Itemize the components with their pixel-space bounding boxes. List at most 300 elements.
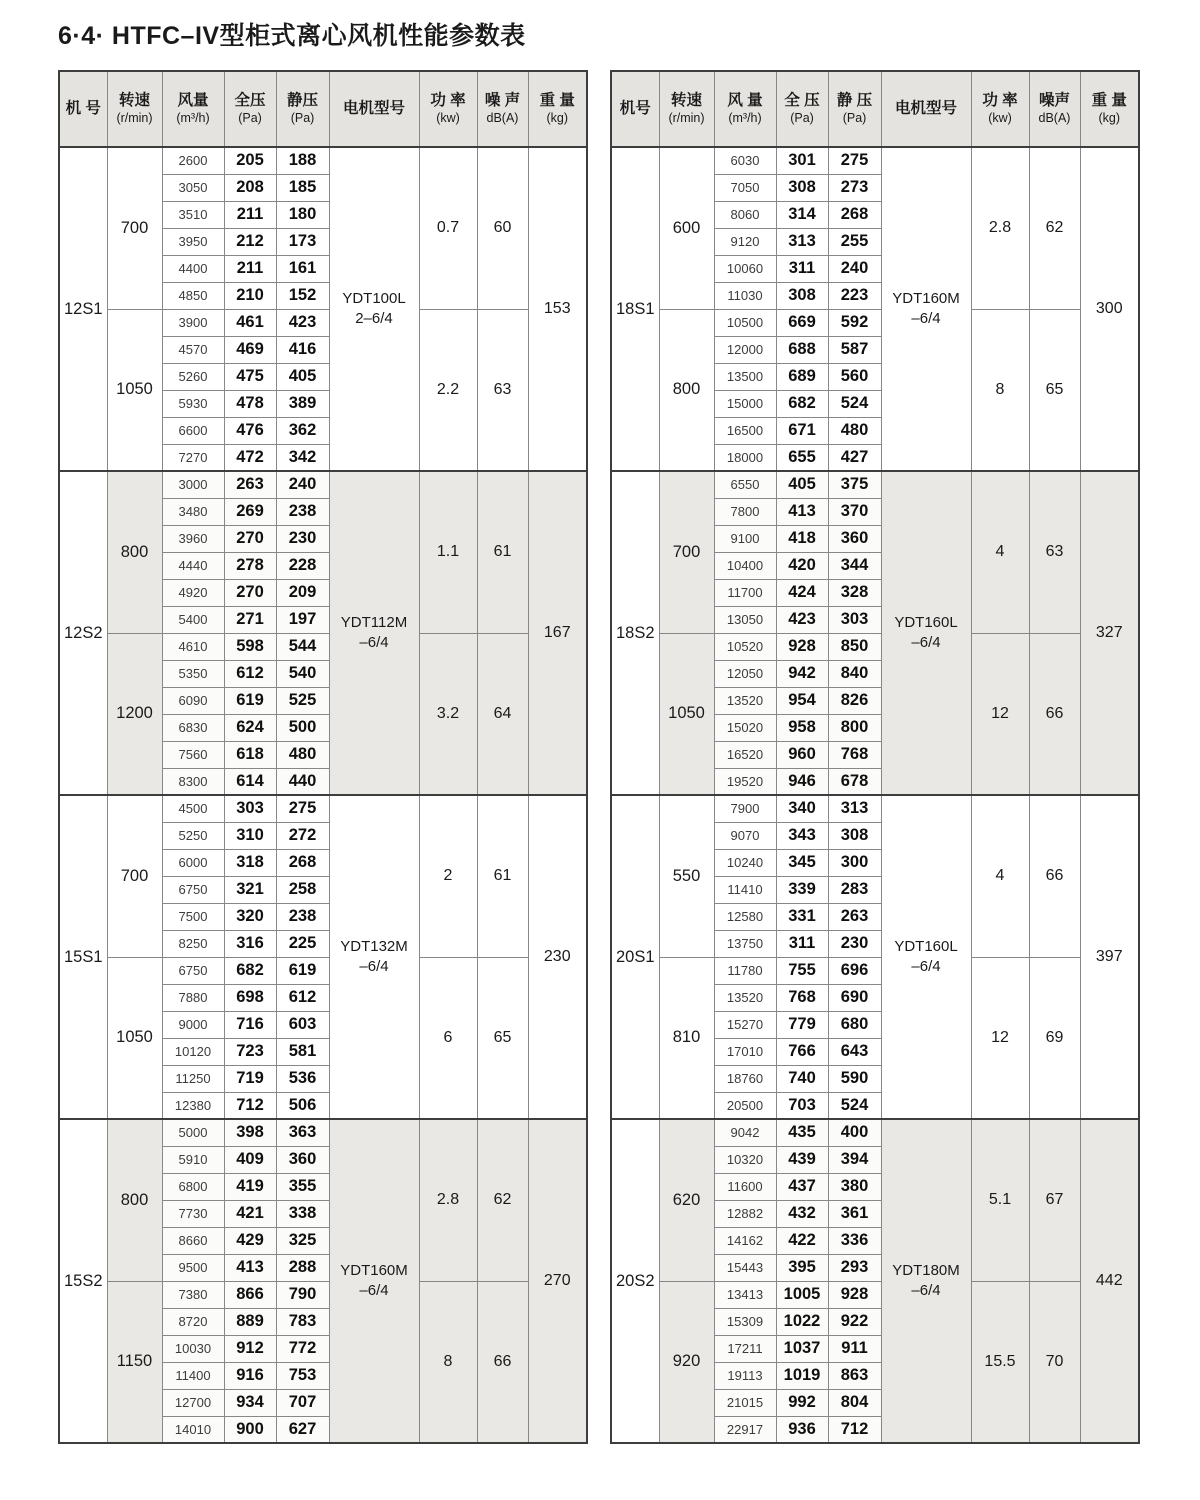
flow-cell: 9100 xyxy=(714,525,776,552)
model-cell: 18S1 xyxy=(611,147,659,471)
static-pressure-cell: 768 xyxy=(828,741,881,768)
total-pressure-cell: 716 xyxy=(224,1011,276,1038)
flow-cell: 7730 xyxy=(162,1200,224,1227)
header-unit: dB(A) xyxy=(486,110,519,125)
flow-cell: 4500 xyxy=(162,795,224,822)
static-pressure-cell: 581 xyxy=(276,1038,329,1065)
static-pressure-cell: 152 xyxy=(276,282,329,309)
header-cell xyxy=(659,71,714,147)
total-pressure-cell: 1037 xyxy=(776,1335,828,1362)
header-label: 机号 xyxy=(619,99,651,117)
static-pressure-cell: 209 xyxy=(276,579,329,606)
static-pressure-cell: 275 xyxy=(828,147,881,174)
total-pressure-cell: 671 xyxy=(776,417,828,444)
total-pressure-cell: 303 xyxy=(224,795,276,822)
total-pressure-cell: 345 xyxy=(776,849,828,876)
noise-cell: 66 xyxy=(1029,795,1080,957)
static-pressure-cell: 560 xyxy=(828,363,881,390)
flow-cell: 18000 xyxy=(714,444,776,471)
noise-cell: 70 xyxy=(1029,1281,1080,1443)
static-pressure-cell: 342 xyxy=(276,444,329,471)
noise-cell: 64 xyxy=(477,633,528,795)
static-pressure-cell: 273 xyxy=(828,174,881,201)
total-pressure-cell: 311 xyxy=(776,930,828,957)
flow-cell: 15020 xyxy=(714,714,776,741)
flow-cell: 11410 xyxy=(714,876,776,903)
model-cell: 20S2 xyxy=(611,1119,659,1443)
flow-cell: 13500 xyxy=(714,363,776,390)
motor-cell xyxy=(881,147,971,471)
flow-cell: 17010 xyxy=(714,1038,776,1065)
model-cell: 18S2 xyxy=(611,471,659,795)
motor-model-line: –6/4 xyxy=(911,1282,941,1299)
rpm-cell: 810 xyxy=(659,957,714,1119)
static-pressure-cell: 336 xyxy=(828,1227,881,1254)
rpm-cell: 600 xyxy=(659,147,714,309)
rpm-cell: 700 xyxy=(107,147,162,309)
flow-cell: 12000 xyxy=(714,336,776,363)
static-pressure-cell: 308 xyxy=(828,822,881,849)
static-pressure-cell: 180 xyxy=(276,201,329,228)
weight-cell: 167 xyxy=(528,471,587,795)
table-header-row xyxy=(59,71,587,147)
flow-cell: 5910 xyxy=(162,1146,224,1173)
static-pressure-cell: 928 xyxy=(828,1281,881,1308)
power-cell: 6 xyxy=(419,957,477,1119)
static-pressure-cell: 240 xyxy=(276,471,329,498)
header-cell xyxy=(107,71,162,147)
flow-cell: 10400 xyxy=(714,552,776,579)
total-pressure-cell: 420 xyxy=(776,552,828,579)
total-pressure-cell: 432 xyxy=(776,1200,828,1227)
total-pressure-cell: 421 xyxy=(224,1200,276,1227)
total-pressure-cell: 1019 xyxy=(776,1362,828,1389)
power-cell: 3.2 xyxy=(419,633,477,795)
static-pressure-cell: 427 xyxy=(828,444,881,471)
static-pressure-cell: 338 xyxy=(276,1200,329,1227)
flow-cell: 7270 xyxy=(162,444,224,471)
flow-cell: 4610 xyxy=(162,633,224,660)
flow-cell: 15443 xyxy=(714,1254,776,1281)
rpm-cell: 1050 xyxy=(107,309,162,471)
rpm-cell: 1050 xyxy=(659,633,714,795)
total-pressure-cell: 476 xyxy=(224,417,276,444)
total-pressure-cell: 308 xyxy=(776,282,828,309)
power-cell: 15.5 xyxy=(971,1281,1029,1443)
header-unit: (r/min) xyxy=(116,110,153,125)
power-cell: 12 xyxy=(971,633,1029,795)
flow-cell: 9000 xyxy=(162,1011,224,1038)
power-cell: 4 xyxy=(971,471,1029,633)
noise-cell: 62 xyxy=(477,1119,528,1281)
static-pressure-cell: 197 xyxy=(276,606,329,633)
static-pressure-cell: 590 xyxy=(828,1065,881,1092)
total-pressure-cell: 960 xyxy=(776,741,828,768)
static-pressure-cell: 603 xyxy=(276,1011,329,1038)
noise-cell: 66 xyxy=(1029,633,1080,795)
motor-model-line: –6/4 xyxy=(359,958,389,975)
static-pressure-cell: 587 xyxy=(828,336,881,363)
power-cell: 0.7 xyxy=(419,147,477,309)
static-pressure-cell: 922 xyxy=(828,1308,881,1335)
total-pressure-cell: 740 xyxy=(776,1065,828,1092)
total-pressure-cell: 889 xyxy=(224,1308,276,1335)
static-pressure-cell: 355 xyxy=(276,1173,329,1200)
total-pressure-cell: 413 xyxy=(224,1254,276,1281)
flow-cell: 7560 xyxy=(162,741,224,768)
total-pressure-cell: 992 xyxy=(776,1389,828,1416)
total-pressure-cell: 278 xyxy=(224,552,276,579)
total-pressure-cell: 429 xyxy=(224,1227,276,1254)
flow-cell: 4440 xyxy=(162,552,224,579)
static-pressure-cell: 360 xyxy=(828,525,881,552)
flow-cell: 3050 xyxy=(162,174,224,201)
total-pressure-cell: 311 xyxy=(776,255,828,282)
weight-cell: 230 xyxy=(528,795,587,1119)
flow-cell: 19520 xyxy=(714,768,776,795)
motor-cell xyxy=(881,471,971,795)
total-pressure-cell: 339 xyxy=(776,876,828,903)
total-pressure-cell: 271 xyxy=(224,606,276,633)
flow-cell: 8250 xyxy=(162,930,224,957)
header-label: 风量 xyxy=(177,92,209,110)
power-cell: 2.2 xyxy=(419,309,477,471)
motor-model-line: –6/4 xyxy=(359,634,389,651)
header-cell xyxy=(59,71,107,147)
header-unit: (Pa) xyxy=(290,110,315,125)
flow-cell: 6750 xyxy=(162,876,224,903)
total-pressure-cell: 912 xyxy=(224,1335,276,1362)
static-pressure-cell: 540 xyxy=(276,660,329,687)
total-pressure-cell: 478 xyxy=(224,390,276,417)
total-pressure-cell: 682 xyxy=(224,957,276,984)
static-pressure-cell: 255 xyxy=(828,228,881,255)
power-cell: 1.1 xyxy=(419,471,477,633)
flow-cell: 7500 xyxy=(162,903,224,930)
static-pressure-cell: 394 xyxy=(828,1146,881,1173)
static-pressure-cell: 707 xyxy=(276,1389,329,1416)
static-pressure-cell: 240 xyxy=(828,255,881,282)
static-pressure-cell: 840 xyxy=(828,660,881,687)
noise-cell: 60 xyxy=(477,147,528,309)
motor-model-line: YDT160L xyxy=(894,613,958,631)
static-pressure-cell: 440 xyxy=(276,768,329,795)
static-pressure-cell: 230 xyxy=(276,525,329,552)
rpm-cell: 800 xyxy=(659,309,714,471)
total-pressure-cell: 343 xyxy=(776,822,828,849)
header-cell xyxy=(611,71,659,147)
header-label: 电机型号 xyxy=(894,99,957,117)
header-cell xyxy=(528,71,587,147)
noise-cell: 61 xyxy=(477,795,528,957)
rpm-cell: 700 xyxy=(107,795,162,957)
static-pressure-cell: 238 xyxy=(276,903,329,930)
table-header-row xyxy=(611,71,1139,147)
header-label: 机 号 xyxy=(65,99,101,117)
flow-cell: 9500 xyxy=(162,1254,224,1281)
flow-cell: 16500 xyxy=(714,417,776,444)
flow-cell: 3950 xyxy=(162,228,224,255)
static-pressure-cell: 300 xyxy=(828,849,881,876)
weight-cell: 327 xyxy=(1080,471,1139,795)
flow-cell: 8300 xyxy=(162,768,224,795)
total-pressure-cell: 418 xyxy=(776,525,828,552)
header-label: 全压 xyxy=(234,92,266,110)
weight-cell: 397 xyxy=(1080,795,1139,1119)
static-pressure-cell: 268 xyxy=(276,849,329,876)
flow-cell: 8060 xyxy=(714,201,776,228)
model-cell: 15S1 xyxy=(59,795,107,1119)
total-pressure-cell: 942 xyxy=(776,660,828,687)
flow-cell: 10520 xyxy=(714,633,776,660)
header-cell xyxy=(1080,71,1139,147)
static-pressure-cell: 361 xyxy=(828,1200,881,1227)
total-pressure-cell: 618 xyxy=(224,741,276,768)
table-row xyxy=(611,471,1139,498)
static-pressure-cell: 380 xyxy=(828,1173,881,1200)
total-pressure-cell: 723 xyxy=(224,1038,276,1065)
total-pressure-cell: 719 xyxy=(224,1065,276,1092)
motor-model-line: –6/4 xyxy=(911,634,941,651)
weight-cell: 153 xyxy=(528,147,587,471)
static-pressure-cell: 790 xyxy=(276,1281,329,1308)
total-pressure-cell: 316 xyxy=(224,930,276,957)
flow-cell: 9042 xyxy=(714,1119,776,1146)
static-pressure-cell: 288 xyxy=(276,1254,329,1281)
flow-cell: 10060 xyxy=(714,255,776,282)
static-pressure-cell: 263 xyxy=(828,903,881,930)
static-pressure-cell: 389 xyxy=(276,390,329,417)
flow-cell: 11780 xyxy=(714,957,776,984)
weight-cell: 300 xyxy=(1080,147,1139,471)
flow-cell: 11250 xyxy=(162,1065,224,1092)
total-pressure-cell: 598 xyxy=(224,633,276,660)
header-label: 转速 xyxy=(670,92,702,110)
table-row xyxy=(59,1281,587,1308)
power-cell: 8 xyxy=(971,309,1029,471)
total-pressure-cell: 946 xyxy=(776,768,828,795)
static-pressure-cell: 258 xyxy=(276,876,329,903)
flow-cell: 21015 xyxy=(714,1389,776,1416)
noise-cell: 63 xyxy=(477,309,528,471)
table-row xyxy=(611,1119,1139,1146)
static-pressure-cell: 500 xyxy=(276,714,329,741)
model-cell: 12S1 xyxy=(59,147,107,471)
power-cell: 12 xyxy=(971,957,1029,1119)
motor-model-line: –6/4 xyxy=(911,958,941,975)
header-label: 功 率 xyxy=(430,92,466,110)
noise-cell: 65 xyxy=(1029,309,1080,471)
flow-cell: 13750 xyxy=(714,930,776,957)
total-pressure-cell: 866 xyxy=(224,1281,276,1308)
header-unit: (Pa) xyxy=(790,110,814,125)
header-label: 噪 声 xyxy=(484,92,521,110)
static-pressure-cell: 362 xyxy=(276,417,329,444)
header-unit: (Pa) xyxy=(842,110,867,125)
power-cell: 2.8 xyxy=(419,1119,477,1281)
power-cell: 5.1 xyxy=(971,1119,1029,1281)
static-pressure-cell: 911 xyxy=(828,1335,881,1362)
total-pressure-cell: 398 xyxy=(224,1119,276,1146)
total-pressure-cell: 766 xyxy=(776,1038,828,1065)
flow-cell: 13050 xyxy=(714,606,776,633)
total-pressure-cell: 934 xyxy=(224,1389,276,1416)
header-unit: (r/min) xyxy=(668,110,705,125)
flow-cell: 10500 xyxy=(714,309,776,336)
model-cell: 20S1 xyxy=(611,795,659,1119)
flow-cell: 6000 xyxy=(162,849,224,876)
total-pressure-cell: 936 xyxy=(776,1416,828,1443)
header-label: 静 压 xyxy=(836,92,873,110)
total-pressure-cell: 263 xyxy=(224,471,276,498)
total-pressure-cell: 958 xyxy=(776,714,828,741)
flow-cell: 9120 xyxy=(714,228,776,255)
flow-cell: 11600 xyxy=(714,1173,776,1200)
total-pressure-cell: 208 xyxy=(224,174,276,201)
motor-cell xyxy=(329,147,419,471)
noise-cell: 61 xyxy=(477,471,528,633)
static-pressure-cell: 643 xyxy=(828,1038,881,1065)
static-pressure-cell: 344 xyxy=(828,552,881,579)
motor-cell xyxy=(881,1119,971,1443)
flow-cell: 5400 xyxy=(162,606,224,633)
power-cell: 4 xyxy=(971,795,1029,957)
motor-model-line: –6/4 xyxy=(911,310,941,327)
static-pressure-cell: 800 xyxy=(828,714,881,741)
header-unit: (Pa) xyxy=(238,110,262,125)
total-pressure-cell: 318 xyxy=(224,849,276,876)
flow-cell: 5250 xyxy=(162,822,224,849)
noise-cell: 65 xyxy=(477,957,528,1119)
static-pressure-cell: 363 xyxy=(276,1119,329,1146)
static-pressure-cell: 544 xyxy=(276,633,329,660)
rpm-cell: 620 xyxy=(659,1119,714,1281)
motor-model-line: YDT100L xyxy=(342,289,406,307)
power-cell: 2 xyxy=(419,795,477,957)
weight-cell: 270 xyxy=(528,1119,587,1443)
total-pressure-cell: 688 xyxy=(776,336,828,363)
total-pressure-cell: 461 xyxy=(224,309,276,336)
flow-cell: 10030 xyxy=(162,1335,224,1362)
static-pressure-cell: 804 xyxy=(828,1389,881,1416)
total-pressure-cell: 409 xyxy=(224,1146,276,1173)
table-row xyxy=(59,795,587,822)
header-unit: dB(A) xyxy=(1038,110,1071,125)
table-row xyxy=(611,309,1139,336)
header-label: 转速 xyxy=(118,92,150,110)
total-pressure-cell: 301 xyxy=(776,147,828,174)
flow-cell: 10120 xyxy=(162,1038,224,1065)
header-unit: (kw) xyxy=(436,110,460,125)
header-cell xyxy=(477,71,528,147)
flow-cell: 6550 xyxy=(714,471,776,498)
flow-cell: 6830 xyxy=(162,714,224,741)
flow-cell: 14010 xyxy=(162,1416,224,1443)
total-pressure-cell: 270 xyxy=(224,579,276,606)
total-pressure-cell: 612 xyxy=(224,660,276,687)
total-pressure-cell: 703 xyxy=(776,1092,828,1119)
static-pressure-cell: 375 xyxy=(828,471,881,498)
table-row xyxy=(59,957,587,984)
table-row xyxy=(611,957,1139,984)
static-pressure-cell: 506 xyxy=(276,1092,329,1119)
total-pressure-cell: 270 xyxy=(224,525,276,552)
static-pressure-cell: 272 xyxy=(276,822,329,849)
fan-table-left xyxy=(58,70,588,1444)
flow-cell: 10320 xyxy=(714,1146,776,1173)
static-pressure-cell: 293 xyxy=(828,1254,881,1281)
table-row xyxy=(59,633,587,660)
noise-cell: 62 xyxy=(1029,147,1080,309)
flow-cell: 5350 xyxy=(162,660,224,687)
total-pressure-cell: 314 xyxy=(776,201,828,228)
header-unit: (m³/h) xyxy=(176,110,210,125)
total-pressure-cell: 779 xyxy=(776,1011,828,1038)
header-label: 重 量 xyxy=(539,92,575,110)
rpm-cell: 800 xyxy=(107,471,162,633)
total-pressure-cell: 269 xyxy=(224,498,276,525)
flow-cell: 19113 xyxy=(714,1362,776,1389)
static-pressure-cell: 826 xyxy=(828,687,881,714)
static-pressure-cell: 238 xyxy=(276,498,329,525)
motor-cell xyxy=(329,1119,419,1443)
flow-cell: 3900 xyxy=(162,309,224,336)
static-pressure-cell: 783 xyxy=(276,1308,329,1335)
static-pressure-cell: 480 xyxy=(828,417,881,444)
total-pressure-cell: 413 xyxy=(776,498,828,525)
model-cell: 12S2 xyxy=(59,471,107,795)
static-pressure-cell: 328 xyxy=(828,579,881,606)
total-pressure-cell: 437 xyxy=(776,1173,828,1200)
rpm-cell: 550 xyxy=(659,795,714,957)
motor-cell xyxy=(329,795,419,1119)
static-pressure-cell: 524 xyxy=(828,1092,881,1119)
total-pressure-cell: 614 xyxy=(224,768,276,795)
total-pressure-cell: 655 xyxy=(776,444,828,471)
motor-model-line: –6/4 xyxy=(359,1282,389,1299)
total-pressure-cell: 1022 xyxy=(776,1308,828,1335)
header-cell xyxy=(971,71,1029,147)
flow-cell: 11700 xyxy=(714,579,776,606)
flow-cell: 4570 xyxy=(162,336,224,363)
static-pressure-cell: 325 xyxy=(276,1227,329,1254)
flow-cell: 7900 xyxy=(714,795,776,822)
model-cell: 15S2 xyxy=(59,1119,107,1443)
total-pressure-cell: 624 xyxy=(224,714,276,741)
flow-cell: 2600 xyxy=(162,147,224,174)
flow-cell: 14162 xyxy=(714,1227,776,1254)
flow-cell: 12380 xyxy=(162,1092,224,1119)
noise-cell: 66 xyxy=(477,1281,528,1443)
total-pressure-cell: 331 xyxy=(776,903,828,930)
flow-cell: 8720 xyxy=(162,1308,224,1335)
header-cell xyxy=(276,71,329,147)
total-pressure-cell: 619 xyxy=(224,687,276,714)
total-pressure-cell: 211 xyxy=(224,255,276,282)
total-pressure-cell: 712 xyxy=(224,1092,276,1119)
header-label: 全 压 xyxy=(784,92,820,110)
header-label: 重 量 xyxy=(1091,92,1127,110)
static-pressure-cell: 268 xyxy=(828,201,881,228)
flow-cell: 6600 xyxy=(162,417,224,444)
total-pressure-cell: 395 xyxy=(776,1254,828,1281)
flow-cell: 3960 xyxy=(162,525,224,552)
flow-cell: 12882 xyxy=(714,1200,776,1227)
static-pressure-cell: 480 xyxy=(276,741,329,768)
flow-cell: 16520 xyxy=(714,741,776,768)
total-pressure-cell: 405 xyxy=(776,471,828,498)
flow-cell: 3000 xyxy=(162,471,224,498)
